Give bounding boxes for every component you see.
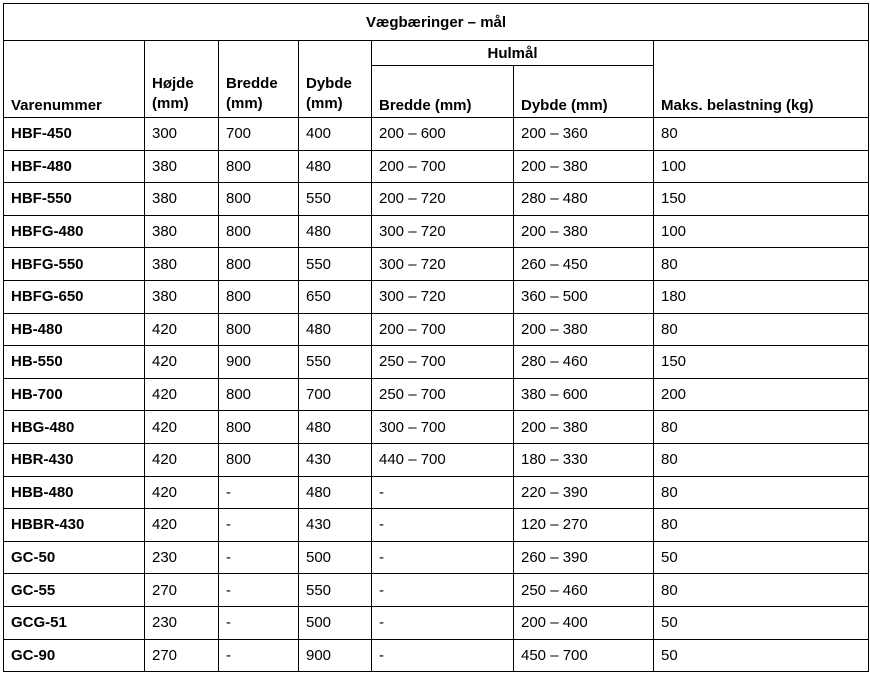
table-row [4,150,869,183]
cell-bredde: 800 [219,150,299,183]
cell-bredde: 700 [219,118,299,151]
cell-bredde: - [219,476,299,509]
cell-dybde: 550 [299,183,372,216]
cell-bredde: - [219,541,299,574]
cell-varenummer: HBR-430 [4,443,145,476]
cell-bredde: 800 [219,215,299,248]
header-hulmaal: Hulmål [372,41,654,66]
cell-hul-dybde: 200 – 380 [514,313,654,346]
cell-maks-belastning: 80 [654,411,869,444]
header-bredde: Bredde (mm) [219,41,299,118]
dimensions-table [3,3,869,672]
cell-varenummer: GCG-51 [4,606,145,639]
cell-bredde: 800 [219,378,299,411]
cell-bredde: - [219,574,299,607]
cell-hul-dybde: 380 – 600 [514,378,654,411]
cell-hojde: 420 [145,378,219,411]
header-hojde: Højde (mm) [145,41,219,118]
cell-hojde: 270 [145,574,219,607]
cell-hul-bredde: 300 – 720 [372,248,514,281]
table-body [4,118,869,672]
cell-hul-dybde: 200 – 380 [514,215,654,248]
cell-hul-dybde: 180 – 330 [514,443,654,476]
cell-varenummer: GC-55 [4,574,145,607]
cell-hul-dybde: 260 – 390 [514,541,654,574]
cell-maks-belastning: 50 [654,639,869,672]
cell-hojde: 230 [145,541,219,574]
cell-hul-bredde: 250 – 700 [372,378,514,411]
table-row [4,346,869,379]
cell-maks-belastning: 100 [654,150,869,183]
cell-hul-bredde: - [372,574,514,607]
cell-hul-bredde: 440 – 700 [372,443,514,476]
table-row [4,280,869,313]
cell-hul-dybde: 360 – 500 [514,280,654,313]
cell-hul-bredde: 250 – 700 [372,346,514,379]
cell-hul-bredde: 300 – 720 [372,215,514,248]
cell-hul-dybde: 450 – 700 [514,639,654,672]
cell-dybde: 480 [299,476,372,509]
cell-maks-belastning: 150 [654,183,869,216]
cell-dybde: 500 [299,606,372,639]
header-varenummer: Varenummer [4,41,145,118]
cell-hul-dybde: 120 – 270 [514,509,654,542]
cell-dybde: 650 [299,280,372,313]
cell-maks-belastning: 80 [654,574,869,607]
cell-maks-belastning: 80 [654,313,869,346]
table-row [4,183,869,216]
cell-hojde: 380 [145,280,219,313]
header-hul-dybde: Dybde (mm) [514,66,654,118]
cell-hul-bredde: - [372,606,514,639]
cell-hul-bredde: - [372,639,514,672]
table-row [4,411,869,444]
cell-maks-belastning: 200 [654,378,869,411]
cell-hojde: 420 [145,476,219,509]
cell-maks-belastning: 180 [654,280,869,313]
cell-bredde: 800 [219,313,299,346]
cell-varenummer: HBF-550 [4,183,145,216]
cell-bredde: 800 [219,280,299,313]
cell-maks-belastning: 50 [654,606,869,639]
cell-varenummer: HB-480 [4,313,145,346]
cell-varenummer: HBB-480 [4,476,145,509]
cell-varenummer: HBF-450 [4,118,145,151]
cell-hul-dybde: 280 – 460 [514,346,654,379]
table-row [4,476,869,509]
cell-hojde: 380 [145,248,219,281]
cell-maks-belastning: 80 [654,443,869,476]
cell-varenummer: HBFG-550 [4,248,145,281]
table-row [4,606,869,639]
cell-dybde: 480 [299,411,372,444]
cell-bredde: - [219,639,299,672]
cell-bredde: 900 [219,346,299,379]
cell-bredde: 800 [219,183,299,216]
cell-hojde: 420 [145,509,219,542]
cell-dybde: 900 [299,639,372,672]
cell-hul-bredde: - [372,476,514,509]
cell-hojde: 380 [145,215,219,248]
cell-hul-dybde: 200 – 360 [514,118,654,151]
cell-bredde: 800 [219,443,299,476]
cell-hojde: 420 [145,346,219,379]
table-row [4,443,869,476]
header-dybde: Dybde (mm) [299,41,372,118]
cell-varenummer: HBFG-480 [4,215,145,248]
table-row [4,118,869,151]
cell-dybde: 400 [299,118,372,151]
cell-maks-belastning: 80 [654,248,869,281]
cell-hul-dybde: 200 – 400 [514,606,654,639]
cell-bredde: - [219,606,299,639]
table-row [4,313,869,346]
cell-hul-dybde: 250 – 460 [514,574,654,607]
table-row [4,378,869,411]
cell-varenummer: GC-50 [4,541,145,574]
table-row [4,541,869,574]
table-title: Vægbæringer – mål [4,4,869,41]
cell-dybde: 480 [299,215,372,248]
cell-hul-bredde: 200 – 720 [372,183,514,216]
cell-dybde: 550 [299,346,372,379]
cell-varenummer: HB-550 [4,346,145,379]
table-row [4,215,869,248]
cell-hojde: 300 [145,118,219,151]
cell-maks-belastning: 80 [654,118,869,151]
cell-dybde: 550 [299,574,372,607]
cell-varenummer: HBG-480 [4,411,145,444]
cell-maks-belastning: 50 [654,541,869,574]
cell-hojde: 380 [145,183,219,216]
table-row [4,248,869,281]
cell-hul-dybde: 200 – 380 [514,411,654,444]
cell-hul-bredde: 300 – 700 [372,411,514,444]
table-row [4,509,869,542]
cell-hojde: 420 [145,443,219,476]
cell-hul-bredde: 200 – 700 [372,150,514,183]
header-maks-belastning: Maks. belastning (kg) [654,41,869,118]
cell-bredde: 800 [219,248,299,281]
cell-hul-bredde: 300 – 720 [372,280,514,313]
cell-dybde: 480 [299,150,372,183]
header-hul-bredde: Bredde (mm) [372,66,514,118]
cell-hul-bredde: - [372,541,514,574]
cell-varenummer: HB-700 [4,378,145,411]
cell-varenummer: GC-90 [4,639,145,672]
cell-dybde: 500 [299,541,372,574]
cell-dybde: 430 [299,443,372,476]
cell-maks-belastning: 80 [654,509,869,542]
cell-dybde: 550 [299,248,372,281]
cell-dybde: 430 [299,509,372,542]
cell-varenummer: HBF-480 [4,150,145,183]
cell-hojde: 420 [145,313,219,346]
cell-hul-dybde: 280 – 480 [514,183,654,216]
cell-hul-dybde: 260 – 450 [514,248,654,281]
cell-hojde: 230 [145,606,219,639]
cell-maks-belastning: 100 [654,215,869,248]
cell-bredde: 800 [219,411,299,444]
cell-hul-bredde: 200 – 700 [372,313,514,346]
cell-bredde: - [219,509,299,542]
table-row [4,574,869,607]
cell-hojde: 420 [145,411,219,444]
cell-maks-belastning: 150 [654,346,869,379]
cell-hul-bredde: 200 – 600 [372,118,514,151]
cell-dybde: 480 [299,313,372,346]
cell-varenummer: HBFG-650 [4,280,145,313]
cell-hul-dybde: 220 – 390 [514,476,654,509]
table-row [4,639,869,672]
cell-maks-belastning: 80 [654,476,869,509]
cell-hul-dybde: 200 – 380 [514,150,654,183]
cell-dybde: 700 [299,378,372,411]
cell-hul-bredde: - [372,509,514,542]
cell-hojde: 270 [145,639,219,672]
cell-varenummer: HBBR-430 [4,509,145,542]
cell-hojde: 380 [145,150,219,183]
